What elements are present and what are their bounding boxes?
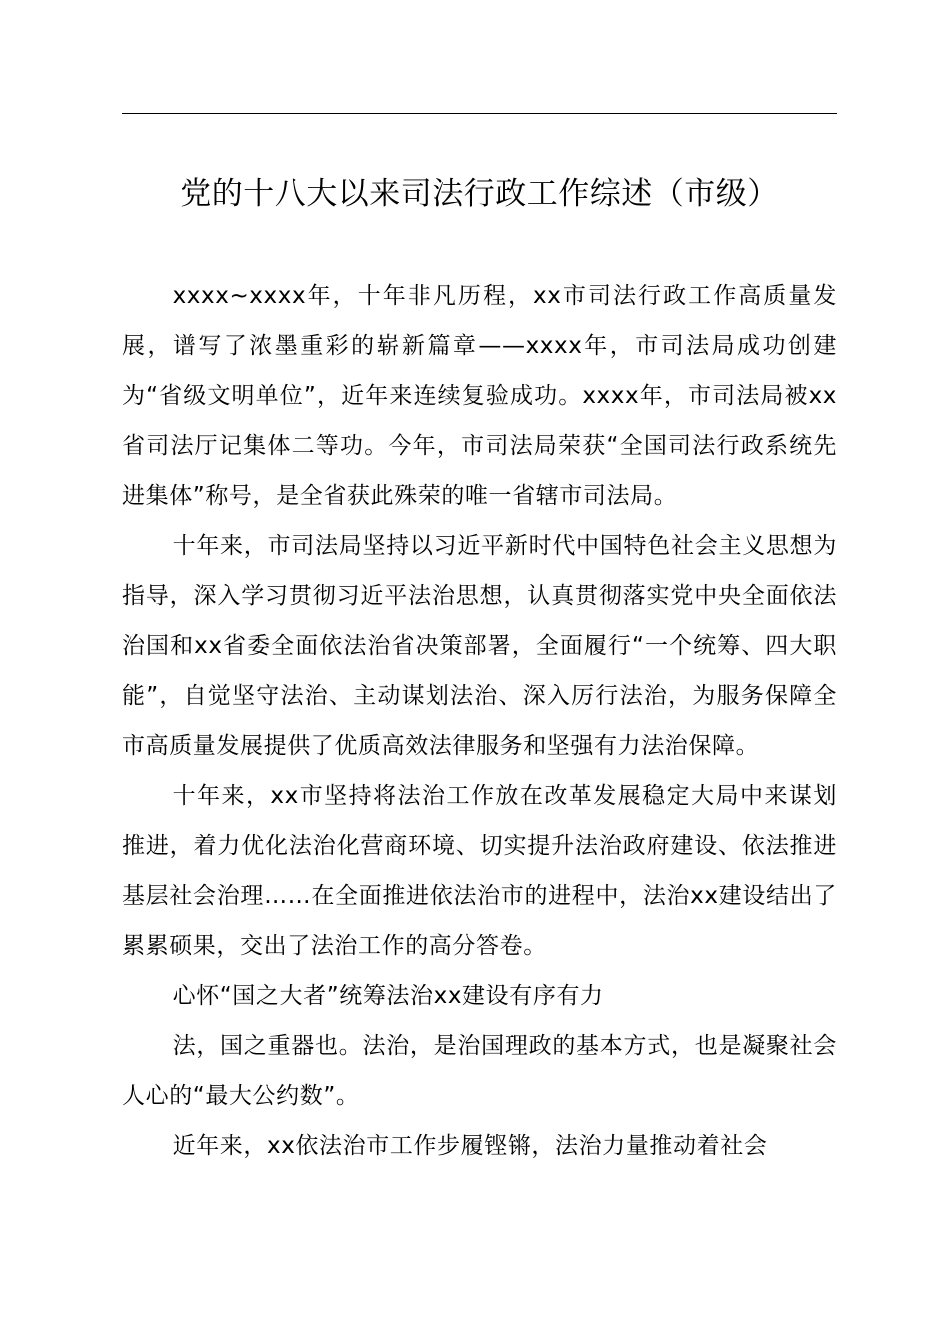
- paragraph-1: xxxx~xxxx年，十年非凡历程，xx市司法行政工作高质量发展，谱写了浓墨重彩的崭新篇章——xxxx年，市司法局成功创建为“省级文明单位”，近年来连续复验成功。xxxx年，市司法局被xx省司法厅记集体二等功。今年，市司法局荣获“全国司法行政系统先进集体”称号，是全省获此殊荣的唯一省辖市司法局。: [122, 283, 837, 509]
- header-rule: [122, 113, 837, 114]
- document-title: 党的十八大以来司法行政工作综述（市级）: [180, 176, 779, 212]
- paragraph-3: 十年来，xx市坚持将法治工作放在改革发展稳定大局中来谋划推进，着力优化法治化营商环境、切实提升法治政府建设、依法推进基层社会治理……在全面推进依法治市的进程中，法治xx建设结出了累累硕果，交出了法治工作的高分答卷。: [122, 783, 837, 959]
- paragraph-2: 十年来，市司法局坚持以习近平新时代中国特色社会主义思想为指导，深入学习贯彻习近平法治思想，认真贯彻落实党中央全面依法治国和xx省委全面依法治省决策部署，全面履行“一个统筹、四大职能”，自觉坚守法治、主动谋划法治、深入厉行法治，为服务保障全市高质量发展提供了优质高效法律服务和坚强有力法治保障。: [122, 533, 837, 759]
- section-heading: 心怀“国之大者”统筹法治xx建设有序有力: [172, 983, 604, 1009]
- paragraph-4: 法，国之重器也。法治，是治国理政的基本方式，也是凝聚社会人心的“最大公约数”。: [122, 1033, 837, 1109]
- paragraph-5: 近年来，xx依法治市工作步履铿锵，法治力量推动着社会: [172, 1133, 768, 1159]
- document-body: [122, 271, 837, 1171]
